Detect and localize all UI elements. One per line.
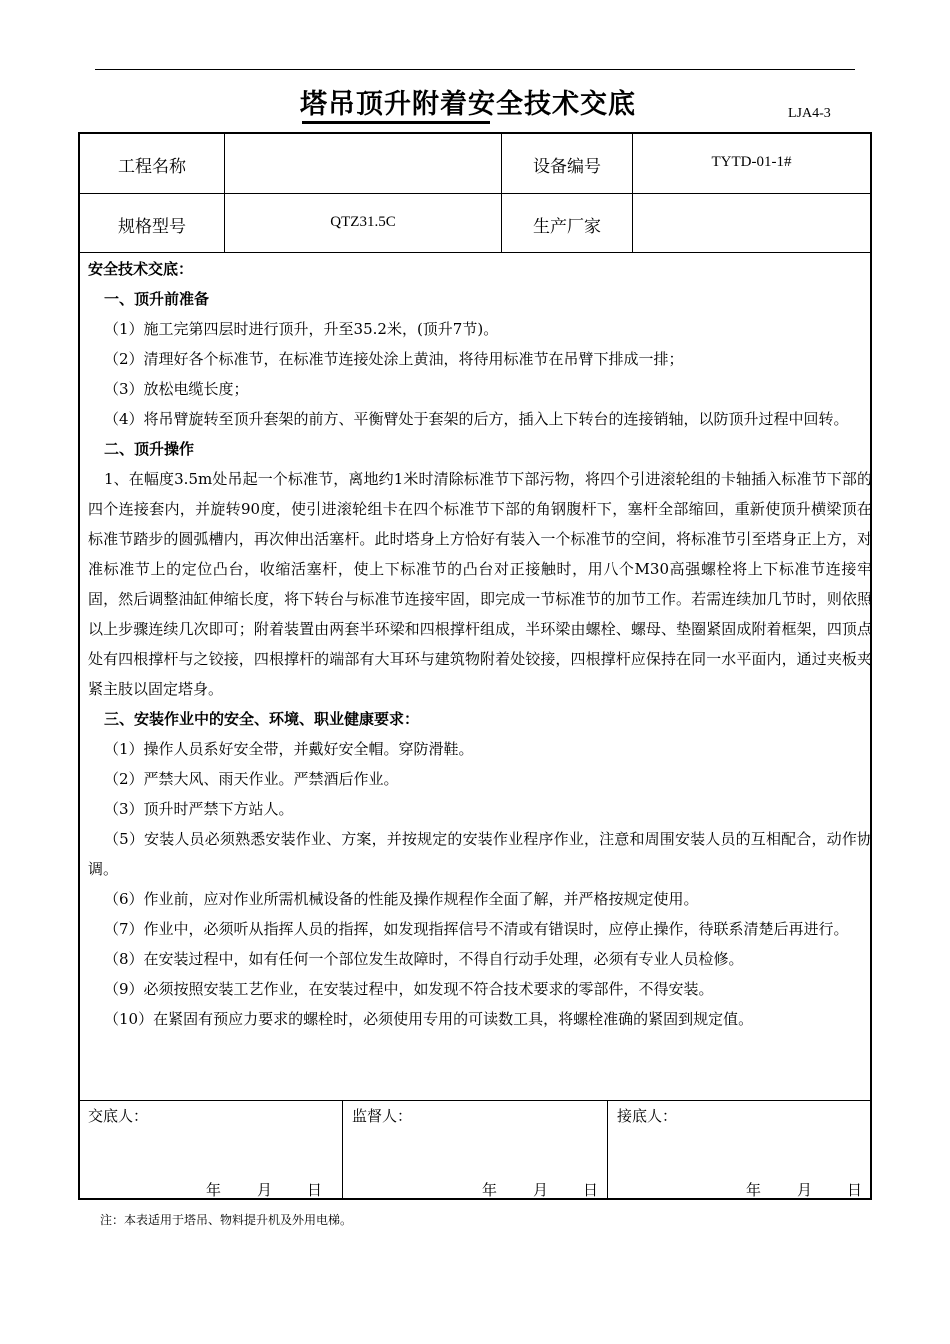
section-3-item: （1）操作人员系好安全带，并戴好安全帽。穿防滑鞋。: [104, 740, 474, 758]
section-1-item: （4）将吊臂旋转至顶升套架的前方、平衡臂处于套架的后方，插入上下转台的连接销轴，以防顶升过程中回转。: [104, 410, 849, 428]
document-code: LJA4-3: [788, 106, 831, 121]
signature-row-divider: [78, 1100, 872, 1101]
section-3-item: （5）安装人员必须熟悉安装作业、方案，并按规定的安装作业程序作业，注意和周围安装人员的互相配合，动作协调。: [88, 830, 872, 878]
discloser-date-month: 月: [257, 1181, 273, 1199]
section-1-item: （3）放松电缆长度；: [104, 380, 249, 398]
table-col-divider-3: [632, 132, 633, 252]
equipment-no-value: TYTD-01-1#: [711, 154, 792, 170]
section-3-item: （8）在安装过程中，如有任何一个部位发生故障时，不得自行动手处理，必须有专业人员检修。: [104, 950, 744, 968]
section-3-title: 三、安装作业中的安全、环境、职业健康要求：: [104, 710, 420, 728]
receiver-date-year: 年: [746, 1181, 762, 1199]
supervisor-date-day: 日: [583, 1181, 599, 1199]
table-divider-row1: [78, 193, 872, 194]
discloser-label: 交底人：: [88, 1107, 149, 1125]
receiver-date-month: 月: [797, 1181, 813, 1199]
receiver-date-day: 日: [847, 1181, 863, 1199]
document-title: 塔吊顶升附着安全技术交底: [300, 89, 636, 120]
supervisor-date-year: 年: [482, 1181, 498, 1199]
content-heading: 安全技术交底：: [88, 260, 194, 278]
discloser-date-year: 年: [206, 1181, 222, 1199]
manufacturer-label: 生产厂家: [533, 217, 601, 237]
section-3-item: （3）顶升时严禁下方站人。: [104, 800, 294, 818]
receiver-label: 接底人：: [617, 1107, 678, 1125]
footer-note: 注：本表适用于塔吊、物料提升机及外用电梯。: [100, 1213, 353, 1227]
table-col-divider-1: [224, 132, 225, 252]
section-3-item: （2）严禁大风、雨天作业。严禁酒后作业。: [104, 770, 399, 788]
section-1-item: （1）施工完第四层时进行顶升，升至35.2米，(顶升7节)。: [104, 320, 499, 338]
equipment-no-label: 设备编号: [533, 157, 601, 177]
section-3-item: （7）作业中，必须听从指挥人员的指挥，如发现指挥信号不清或有错误时，应停止操作，待联系清楚后再进行。: [104, 920, 849, 938]
project-name-label: 工程名称: [118, 157, 186, 177]
model-label: 规格型号: [118, 217, 186, 237]
table-divider-row2: [78, 252, 872, 253]
safety-disclosure-content: [88, 254, 872, 1034]
discloser-date-day: 日: [307, 1181, 323, 1199]
section-3-item: （10）在紧固有预应力要求的螺栓时，必须使用专用的可读数工具，将螺栓准确的紧固到规定值。: [104, 1010, 754, 1028]
section-3-item: （9）必须按照安装工艺作业，在安装过程中，如发现不符合技术要求的零部件，不得安装。: [104, 980, 714, 998]
section-3-item: （6）作业前，应对作业所需机械设备的性能及操作规程作全面了解，并严格按规定使用。: [104, 890, 699, 908]
section-1-title: 一、顶升前准备: [104, 290, 210, 308]
supervisor-date-month: 月: [533, 1181, 549, 1199]
model-value: QTZ31.5C: [330, 214, 396, 230]
section-2-text: 1、在幅度3.5m处吊起一个标准节，离地约1米时清除标准节下部污物，将四个引进滚轮组的卡轴插入标准节下部的四个连接套内，并旋转90度，使引进滚轮组卡在四个标准节下部的角钢腹杆下，塞杆全部缩回，重新使顶升横梁顶在标准节踏步的圆弧槽内，再次伸出活塞杆。此时塔身上方恰好有装入一个标准节的空间，将标准节引至塔身正上方，对准标准节上的定位凸台，收缩活塞杆，使上下标准节的凸台对正接触时，用八个M30高强螺栓将上下标准节连接牢固，然后调整油缸伸缩长度，将下转台与标准节连接牢固，即完成一节标准节的加节工作。若需连续加几节时，则依照以上步骤连续几次即可；附着装置由两套半环梁和四根撑杆组成，半环梁由螺栓、螺母、垫圈紧固成附着框架，四顶点处有四根撑杆与之铰接，四根撑杆的端部有大耳环与建筑物附着处铰接，四根撑杆应保持在同一水平面内，通过夹板夹紧主肢以固定塔身。: [88, 470, 872, 698]
signature-col-divider-2: [607, 1100, 608, 1200]
signature-col-divider-1: [342, 1100, 343, 1200]
section-1-item: （2）清理好各个标准节，在标准节连接处涂上黄油，将待用标准节在吊臂下排成一排；: [104, 350, 684, 368]
title-underline: [302, 121, 490, 124]
section-2-title: 二、顶升操作: [104, 440, 195, 458]
top-rule: [95, 69, 855, 70]
supervisor-label: 监督人：: [352, 1107, 413, 1125]
